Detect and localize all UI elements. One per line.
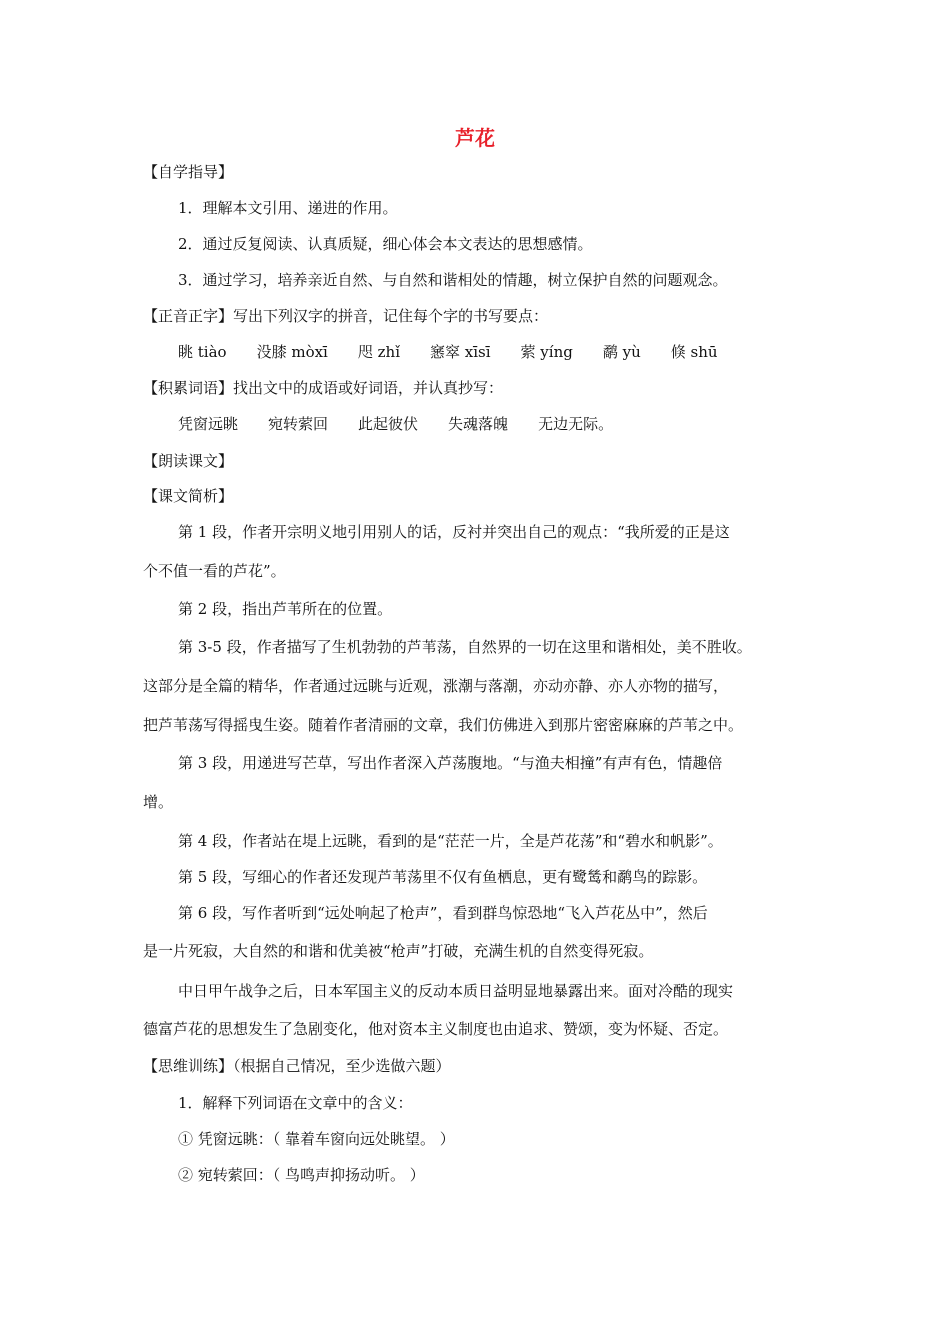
analysis-line: 第 1 段，作者开宗明义地引用别人的话，反衬并突出自己的观点：“我所爱的正是这 bbox=[178, 523, 730, 541]
analysis-line: 第 2 段，指出芦苇所在的位置。 bbox=[178, 600, 393, 618]
pronunciation-item: 倏 shū bbox=[670, 343, 718, 361]
pronunciation-item: 窸窣 xīsī bbox=[430, 343, 491, 361]
analysis-line: 中日甲午战争之后，日本军国主义的反动本质日益明显地暴露出来。面对冷酷的现实 bbox=[178, 982, 734, 1000]
analysis-line: 德富芦花的思想发生了急剧变化，他对资本主义制度也由追求、赞颂，变为怀疑、否定。 bbox=[143, 1020, 729, 1038]
analysis-line: 是一片死寂，大自然的和谐和优美被“枪声”打破，充满生机的自然变得死寂。 bbox=[143, 942, 654, 960]
pronunciation-item: 萦 yíng bbox=[520, 343, 573, 361]
analysis-line: 第 6 段，写作者听到“远处响起了枪声”，看到群鸟惊恐地“飞入芦花丛中”，然后 bbox=[178, 904, 708, 922]
analysis-line: 第 5 段，写细心的作者还发现芦苇荡里不仅有鱼栖息，更有鹭鸶和鹬鸟的踪影。 bbox=[178, 868, 708, 886]
analysis-line: 个不值一看的芦花”。 bbox=[143, 562, 286, 580]
pronunciation-item: 没膝 mòxī bbox=[256, 343, 328, 361]
pronunciation-item: 咫 zhǐ bbox=[357, 343, 400, 361]
vocabulary-item: 凭窗远眺 bbox=[178, 415, 239, 433]
section-heading-vocabulary: 【积累词语】找出文中的成语或好词语，并认真抄写： bbox=[143, 379, 504, 397]
guide-item: 3．通过学习，培养亲近自然、与自然和谐相处的情趣，树立保护自然的问题观念。 bbox=[178, 271, 728, 289]
guide-item: 2．通过反复阅读、认真质疑，细心体会本文表达的思想感情。 bbox=[178, 235, 593, 253]
training-line: ② 宛转萦回：（ 鸟鸣声抑扬动听。 ） bbox=[178, 1166, 425, 1184]
pronunciation-item: 眺 tiào bbox=[178, 343, 227, 361]
training-line: ① 凭窗远眺：（ 靠着车窗向远处眺望。 ） bbox=[178, 1130, 455, 1148]
analysis-line: 第 3 段，用递进写芒草，写出作者深入芦荡腹地。“与渔夫相撞”有声有色，情趣倍 bbox=[178, 754, 723, 772]
analysis-line: 第 4 段，作者站在堤上远眺，看到的是“茫茫一片，全是芦花荡”和“碧水和帆影”。 bbox=[178, 832, 723, 850]
section-heading-guide: 【自学指导】 bbox=[143, 163, 234, 181]
guide-item: 1．理解本文引用、递进的作用。 bbox=[178, 199, 398, 217]
section-heading-analysis: 【课文简析】 bbox=[143, 487, 234, 505]
vocabulary-item: 此起彼伏 bbox=[358, 415, 419, 433]
pronunciation-row bbox=[178, 341, 748, 363]
training-line: 1．解释下列词语在文章中的含义： bbox=[178, 1094, 413, 1112]
section-heading-training: 【思维训练】（根据自己情况，至少选做六题） bbox=[143, 1057, 451, 1075]
analysis-line: 第 3-5 段，作者描写了生机勃勃的芦苇荡，自然界的一切在这里和谐相处，美不胜收。 bbox=[178, 638, 752, 656]
analysis-line: 增。 bbox=[143, 793, 174, 811]
vocabulary-item: 无边无际。 bbox=[538, 415, 614, 433]
document-title: 芦花 bbox=[455, 126, 495, 150]
vocabulary-row bbox=[178, 413, 643, 435]
section-heading-pronunciation: 【正音正字】写出下列汉字的拼音，记住每个字的书写要点： bbox=[143, 307, 549, 325]
vocabulary-item: 失魂落魄 bbox=[448, 415, 509, 433]
pronunciation-item: 鹬 yù bbox=[602, 343, 641, 361]
analysis-line: 这部分是全篇的精华，作者通过远眺与近观，涨潮与落潮，亦动亦静、亦人亦物的描写， bbox=[143, 677, 729, 695]
analysis-line: 把芦苇荡写得摇曳生姿。随着作者清丽的文章，我们仿佛进入到那片密密麻麻的芦苇之中。 bbox=[143, 716, 744, 734]
section-heading-reading: 【朗读课文】 bbox=[143, 452, 234, 470]
vocabulary-item: 宛转萦回 bbox=[268, 415, 329, 433]
